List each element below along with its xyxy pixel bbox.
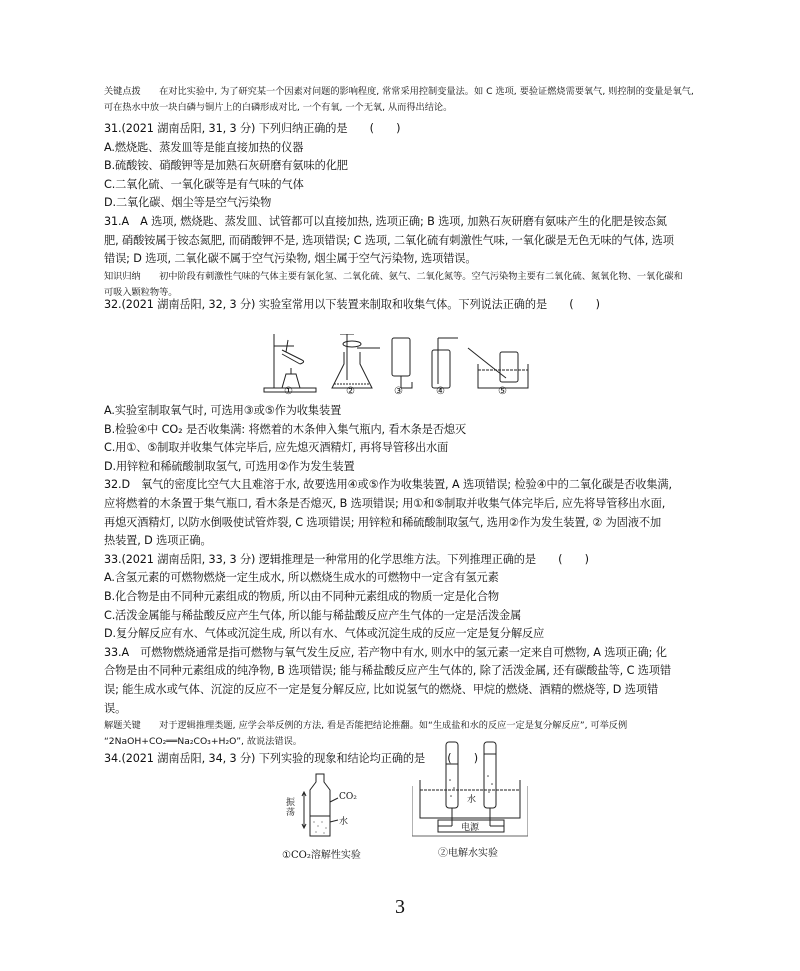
fig1-caption: ①CO₂溶解性实验 (282, 850, 361, 861)
answer-line: 32.D 氧气的密度比空气大且难溶于水, 故要选用④或⑤作为收集装置, A 选项错误; 检验④中的二氧化碳是否收集满, (104, 478, 672, 492)
page-content-lower (104, 402, 704, 769)
option-d: D.用锌粒和稀硫酸制取氢气, 可选用②作为发生装置 (104, 459, 355, 473)
question-31 (104, 120, 683, 301)
answer-line: 误。 (104, 701, 127, 715)
option-b: B.化合物是由不同种元素组成的物质, 所以由不同种元素组成的物质一定是化合物 (104, 589, 499, 603)
option-a: A.实验室制取氧气时, 可选用③或⑤作为收集装置 (104, 404, 342, 417)
answer-line: 合物是由不同种元素组成的纯净物, B 选项错误; 能与稀盐酸反应产生气体的, 除了活泼金属, 还有碳酸盐等, C 选项错 (104, 664, 672, 678)
question-34 (104, 750, 704, 769)
option-b: B.检验④中 CO₂ 是否收集满: 将燃着的木条伸入集气瓶内, 看木条是否熄灭 (104, 422, 467, 436)
figure-label-5: ⑤ (498, 386, 507, 397)
power-supply-label: 电源 (461, 823, 480, 833)
page-number: 3 (395, 896, 405, 918)
option-c: C.二氧化硫、一氧化碳等是有气味的气体 (104, 177, 304, 191)
figure-label-3: ③ (394, 386, 403, 397)
answer-line: 肥, 硝酸铵属于铵态氮肥, 而硝酸钾不是, 选项错误; C 选项, 二氧化硫有刺激性气味, 一氧化碳是无色无味的气体, 选项 (104, 233, 674, 247)
key-tip-line: 可在热水中放一块白磷与铜片上的白磷形成对比, 一个有氧, 一个无氧, 从而得出结论。 (104, 102, 453, 113)
answer-line: 应将燃着的木条置于集气瓶口, 看木条是否熄灭, B 选项错误; 用①和⑤制取并收集气体完毕后, 应先将导管移出水面, (104, 496, 666, 510)
bottle-drawing (286, 772, 366, 842)
knowledge-tip-line: 知识归纳 初中阶段有刺激性气味的气体主要有氯化氢、二氧化硫、氨气、二氧化氮等。空气污染物主要有二氧化硫、氮氧化物、一氧化碳和 (104, 270, 683, 282)
apparatus-figure (262, 334, 530, 402)
option-d: D.二氧化碳、烟尘等是空气污染物 (104, 196, 272, 210)
option-a: A.含氢元素的可燃物燃烧一定生成水, 所以燃烧生成水的可燃物中一定含有氢元素 (104, 571, 499, 585)
option-c: C.用①、⑤制取并收集气体完毕后, 应先熄灭酒精灯, 再将导管移出水面 (104, 441, 449, 455)
option-a: A.燃烧匙、蒸发皿等是能直接加热的仪器 (104, 140, 304, 154)
figure-label-1: ① (284, 386, 293, 397)
figure-label-4: ④ (436, 386, 445, 397)
option-b: B.硫酸铵、硝酸钾等是加熟石灰研磨有氨味的化肥 (104, 159, 348, 173)
solution-tip-line: “2NaOH+CO₂══Na₂CO₃+H₂O”, 故说法错误。 (104, 736, 302, 748)
answer-line: 错误; D 选项, 二氧化碳不属于空气污染物, 烟尘属于空气污染物, 选项错误。 (104, 252, 477, 266)
shake-label: 振荡 (286, 798, 296, 818)
answer-line: 再熄灭酒精灯, 以防水倒吸使试管炸裂, C 选项错误; 用锌粒和稀硫酸制取氢气, 选用②作为发生装置, ② 为固液不加 (104, 515, 662, 529)
figure-label-2: ② (346, 386, 355, 397)
electrolysis-figure (412, 740, 528, 859)
solution-tip-line: 解题关键 对于逻辑推理类题, 应学会举反例的方法, 看是否能把结论推翻。如“生成盐和水的反应一定是复分解反应”, 可举反例 (104, 720, 628, 732)
key-tip-line: 关键点拨 在对比实验中, 为了研究某一个因素对问题的影响程度, 常常采用控制变量法。如 C 选项, 要验证燃烧需要氧气, 则控制的变量是氧气, (104, 86, 694, 97)
question-stem: 32.(2021 湖南岳阳, 32, 3 分) 实验室常用以下装置来制取和收集气体。下列说法正确的是 ( ) (104, 298, 600, 311)
electrolysis-water-label: 水 (467, 795, 477, 805)
question-33 (104, 551, 704, 750)
fig2-caption: ②电解水实验 (438, 848, 498, 859)
knowledge-tip-line: 可吸入颗粒物等。 (104, 286, 178, 298)
option-d: D.复分解反应有水、气体或沉淀生成, 所以有水、气体或沉淀生成的反应一定是复分解反应 (104, 627, 545, 641)
answer-line: 31.A A 选项, 燃烧匙、蒸发皿、试管都可以直接加热, 选项正确; B 选项, 加熟石灰研磨有氨味产生的化肥是铵态氮 (104, 214, 667, 228)
water-label: 水 (339, 817, 349, 827)
question-32 (104, 296, 600, 315)
question-32-body (104, 402, 704, 551)
question-stem: 31.(2021 湖南岳阳, 31, 3 分) 下列归纳正确的是 ( ) (104, 122, 401, 135)
option-c: C.活泼金属能与稀盐酸反应产生气体, 所以能与稀盐酸反应产生气体的一定是活泼金属 (104, 608, 522, 622)
answer-line: 误; 能生成水或气体、沉淀的反应不一定是复分解反应, 比如说氢气的燃烧、甲烷的燃烧、酒精的燃烧等, D 选项错 (104, 682, 659, 696)
question-stem: 34.(2021 湖南岳阳, 34, 3 分) 下列实验的现象和结论均正确的是 ( ) (104, 752, 478, 766)
answer-line: 33.A 可燃物燃烧通常是指可燃物与氧气发生反应, 若产物中有水, 则水中的氢元素一定来自可燃物, A 选项正确; 化 (104, 645, 667, 659)
answer-line: 热装置, D 选项正确。 (104, 534, 212, 548)
co2-label: CO₂ (339, 792, 357, 802)
question-stem: 33.(2021 湖南岳阳, 33, 3 分) 逻辑推理是一种常用的化学思维方法。下列推理正确的是 ( ) (104, 552, 589, 566)
key-tip-block (104, 84, 694, 116)
co2-solubility-figure (282, 772, 366, 861)
